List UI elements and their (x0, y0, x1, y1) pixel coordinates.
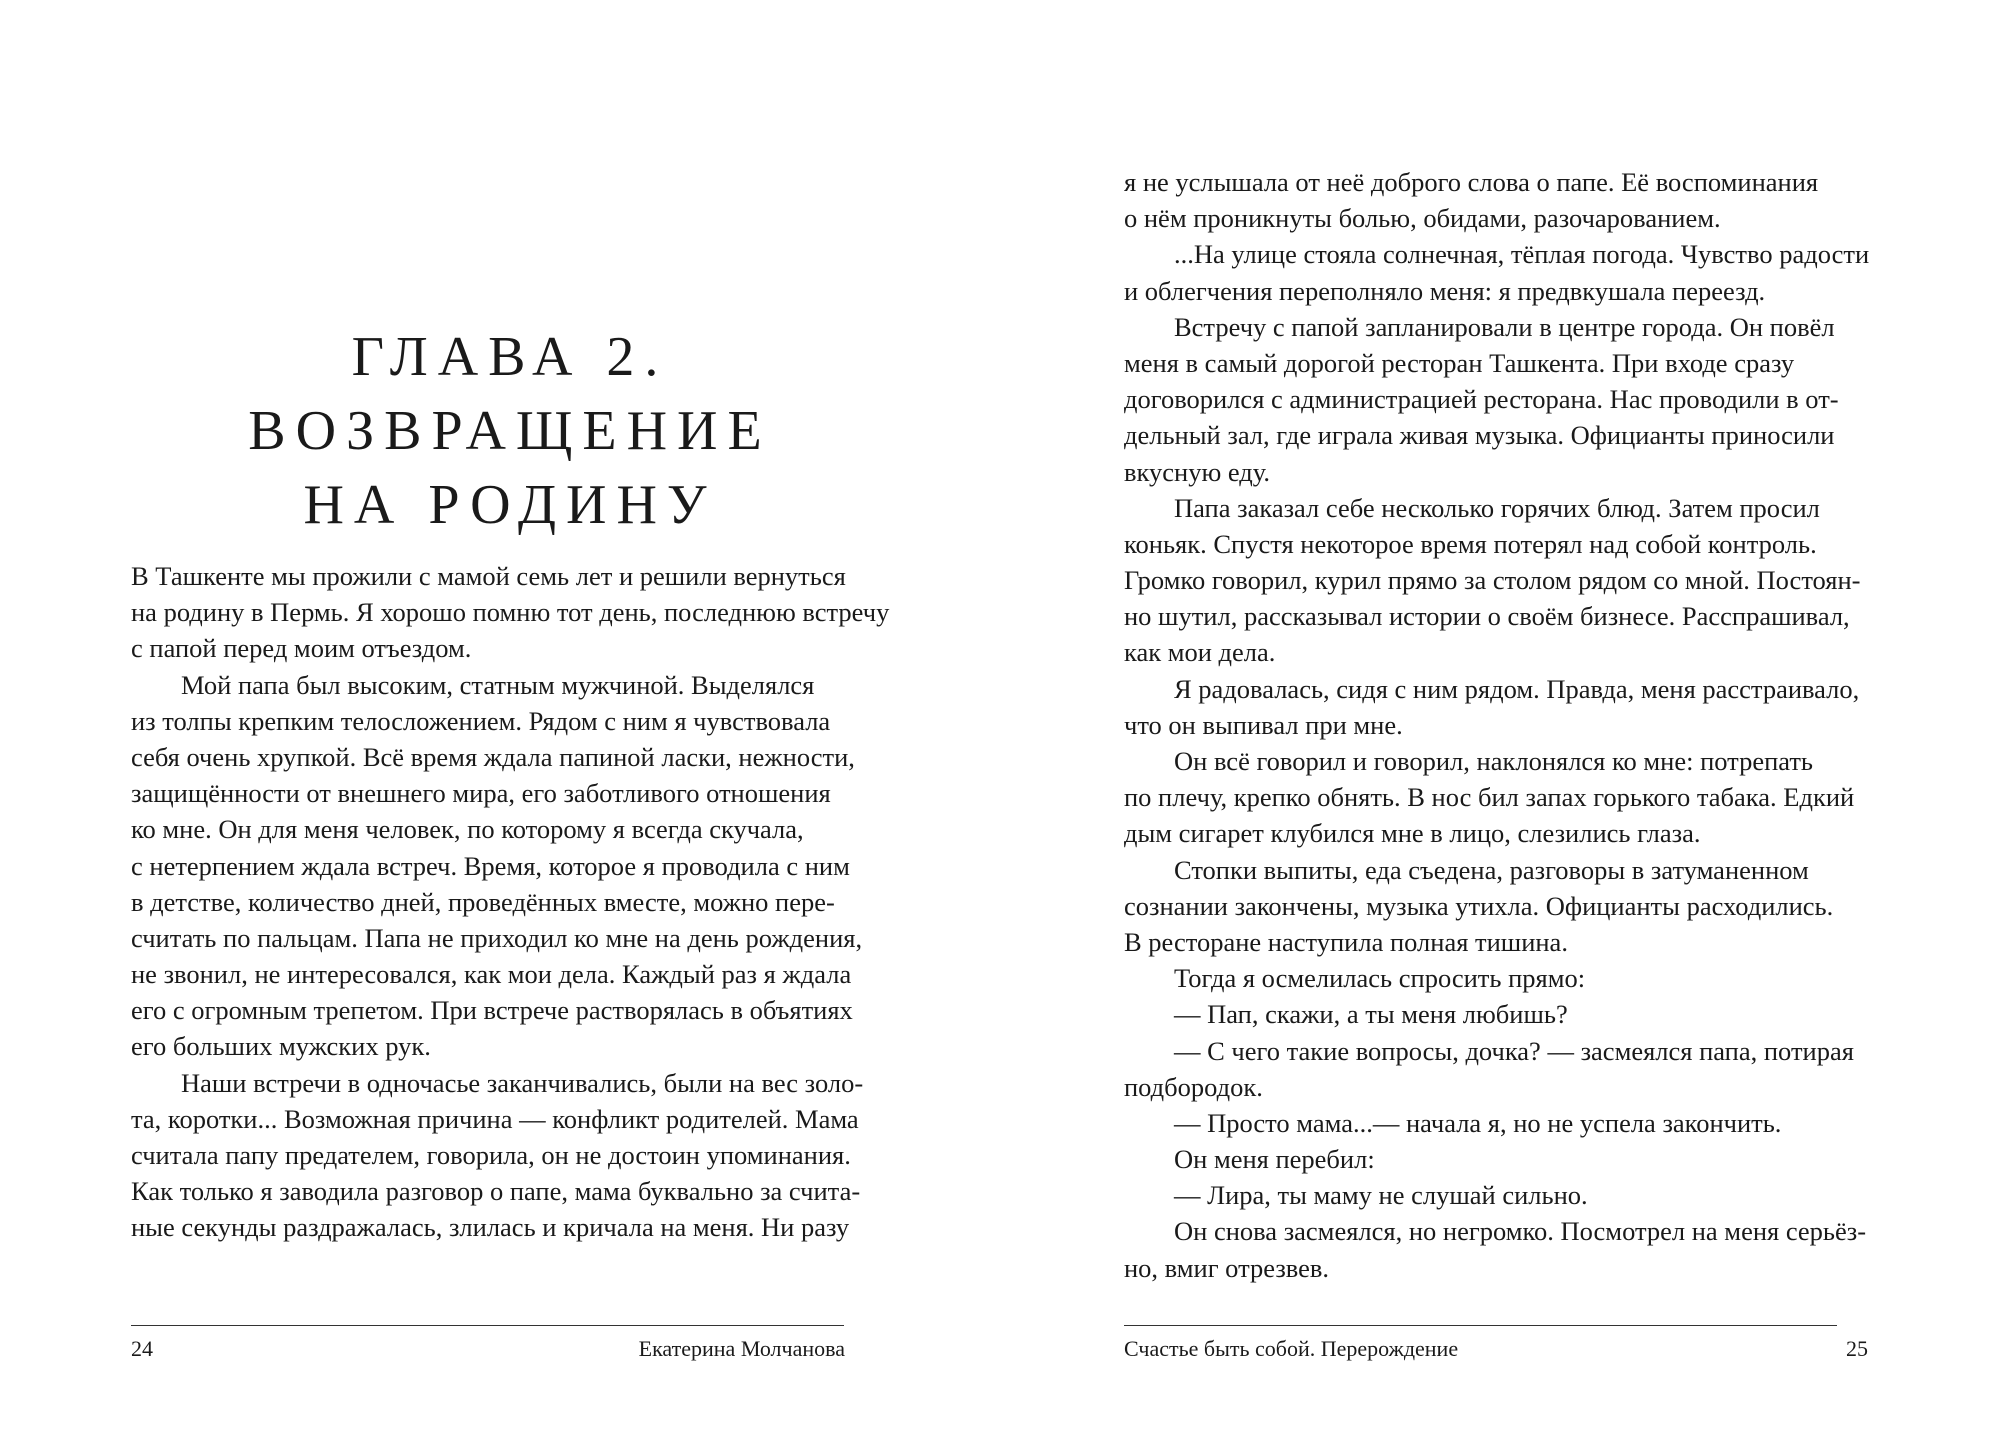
text-line: считать по пальцам. Папа не приходил ко мне на день рождения, (131, 922, 863, 953)
text-line: — Пап, скажи, а ты меня любишь? (1174, 999, 1568, 1030)
text-line: меня в самый дорогой ресторан Ташкента. При входе сразу (1124, 347, 1795, 378)
text-line: — С чего такие вопросы, дочка? — засмеялся папа, потирая (1174, 1035, 1854, 1066)
text-line: что он выпивал при мне. (1124, 709, 1403, 740)
text-line: на родину в Пермь. Я хорошо помню тот день, последнюю встречу (131, 597, 890, 628)
running-footer: Екатерина Молчанова (638, 1336, 845, 1361)
text-line: в детстве, количество дней, проведённых вместе, можно пере- (131, 886, 835, 917)
chapter-title-line: ВОЗВРАЩЕНИЕ (248, 400, 772, 462)
text-line: сознании закончены, музыка утихла. Официанты расходились. (1124, 890, 1834, 921)
text-line: Громко говорил, курил прямо за столом рядом со мной. Постоян- (1124, 565, 1861, 596)
text-line: защищённости от внешнего мира, его заботливого отношения (131, 778, 831, 809)
text-line: та, коротки... Возможная причина — конфликт родителей. Мама (131, 1103, 859, 1134)
text-line: подбородок. (1124, 1071, 1263, 1102)
running-footer: Счастье быть собой. Перерождение (1124, 1336, 1459, 1361)
text-line: о нём проникнуты болью, обидами, разочарованием. (1124, 203, 1721, 234)
text-line: его больших мужских рук. (131, 1031, 431, 1062)
footer-rule (1124, 1325, 1837, 1326)
text-line: его с огромным трепетом. При встрече растворялась в объятиях (131, 995, 853, 1026)
text-line: Встречу с папой запланировали в центре города. Он повёл (1174, 311, 1835, 342)
text-line: В ресторане наступила полная тишина. (1124, 926, 1568, 957)
text-line: но, вмиг отрезвев. (1124, 1252, 1330, 1283)
page-number: 24 (131, 1336, 153, 1361)
text-line: Тогда я осмелилась спросить прямо: (1174, 963, 1586, 994)
text-line: Он снова засмеялся, но негромко. Посмотрел на меня серьёз- (1174, 1216, 1867, 1247)
text-line: коньяк. Спустя некоторое время потерял над собой контроль. (1124, 528, 1817, 559)
text-line: дельный зал, где играла живая музыка. Официанты приносили (1124, 420, 1835, 451)
text-line: Наши встречи в одночасье заканчивались, были на вес золо- (181, 1067, 864, 1098)
text-line: Стопки выпиты, еда съедена, разговоры в затуманенном (1174, 854, 1809, 885)
text-line: ...На улице стояла солнечная, тёплая погода. Чувство радости (1174, 239, 1870, 270)
text-line: я не услышала от неё доброго слова о папе. Её воспоминания (1124, 167, 1819, 197)
text-line: вкусную еду. (1124, 456, 1270, 487)
text-line: Папа заказал себе несколько горячих блюд. Затем просил (1174, 492, 1820, 523)
text-line: как мои дела. (1124, 637, 1276, 668)
text-line: Я радовалась, сидя с ним рядом. Правда, меня расстраивало, (1174, 673, 1860, 704)
text-line: но шутил, рассказывал истории о своём бизнесе. Расспрашивал, (1124, 601, 1850, 632)
left-body-text (131, 558, 891, 1246)
text-line: с нетерпением ждала встреч. Время, которое я проводила с ним (131, 850, 850, 881)
text-line: Он всё говорил и говорил, наклонялся ко мне: потрепать (1174, 746, 1814, 776)
text-line: Мой папа был высоким, статным мужчиной. Выделялся (181, 669, 815, 700)
right-body-text (1124, 164, 1884, 1286)
right-page (1000, 0, 2000, 1451)
text-line: и облегчения переполняло меня: я предвкушала переезд. (1124, 275, 1766, 306)
chapter-title (130, 320, 890, 542)
text-line: В Ташкенте мы прожили с мамой семь лет и решили вернуться (131, 561, 846, 591)
text-line: по плечу, крепко обнять. В нос бил запах горького табака. Едкий (1124, 782, 1855, 813)
text-line: не звонил, не интересовался, как мои дела. Каждый раз я ждала (131, 959, 852, 990)
text-line: договорился с администрацией ресторана. Нас проводили в от- (1124, 384, 1839, 415)
page-number: 25 (1846, 1336, 1868, 1361)
text-line: себя очень хрупкой. Всё время ждала папиной ласки, нежности, (131, 741, 855, 772)
text-line: из толпы крепким телосложением. Рядом с ним я чувствовала (131, 705, 831, 736)
chapter-title-line: ГЛАВА 2. (351, 326, 669, 388)
text-line: с папой перед моим отъездом. (131, 633, 472, 664)
chapter-title-line: НА РОДИНУ (303, 474, 717, 536)
footer-rule (131, 1325, 844, 1326)
text-line: Он меня перебил: (1174, 1144, 1375, 1175)
text-line: считала папу предателем, говорила, он не достоин упоминания. (131, 1140, 851, 1170)
text-line: ные секунды раздражалась, злилась и кричала на меня. Ни разу (131, 1212, 850, 1243)
text-line: — Лира, ты маму не слушай сильно. (1174, 1180, 1588, 1211)
text-line: дым сигарет клубился мне в лицо, слезились глаза. (1124, 818, 1701, 849)
text-line: Как только я заводила разговор о папе, мама буквально за счита- (131, 1176, 861, 1207)
text-line: ко мне. Он для меня человек, по которому я всегда скучала, (131, 814, 804, 845)
text-line: — Просто мама...— начала я, но не успела закончить. (1174, 1107, 1782, 1138)
